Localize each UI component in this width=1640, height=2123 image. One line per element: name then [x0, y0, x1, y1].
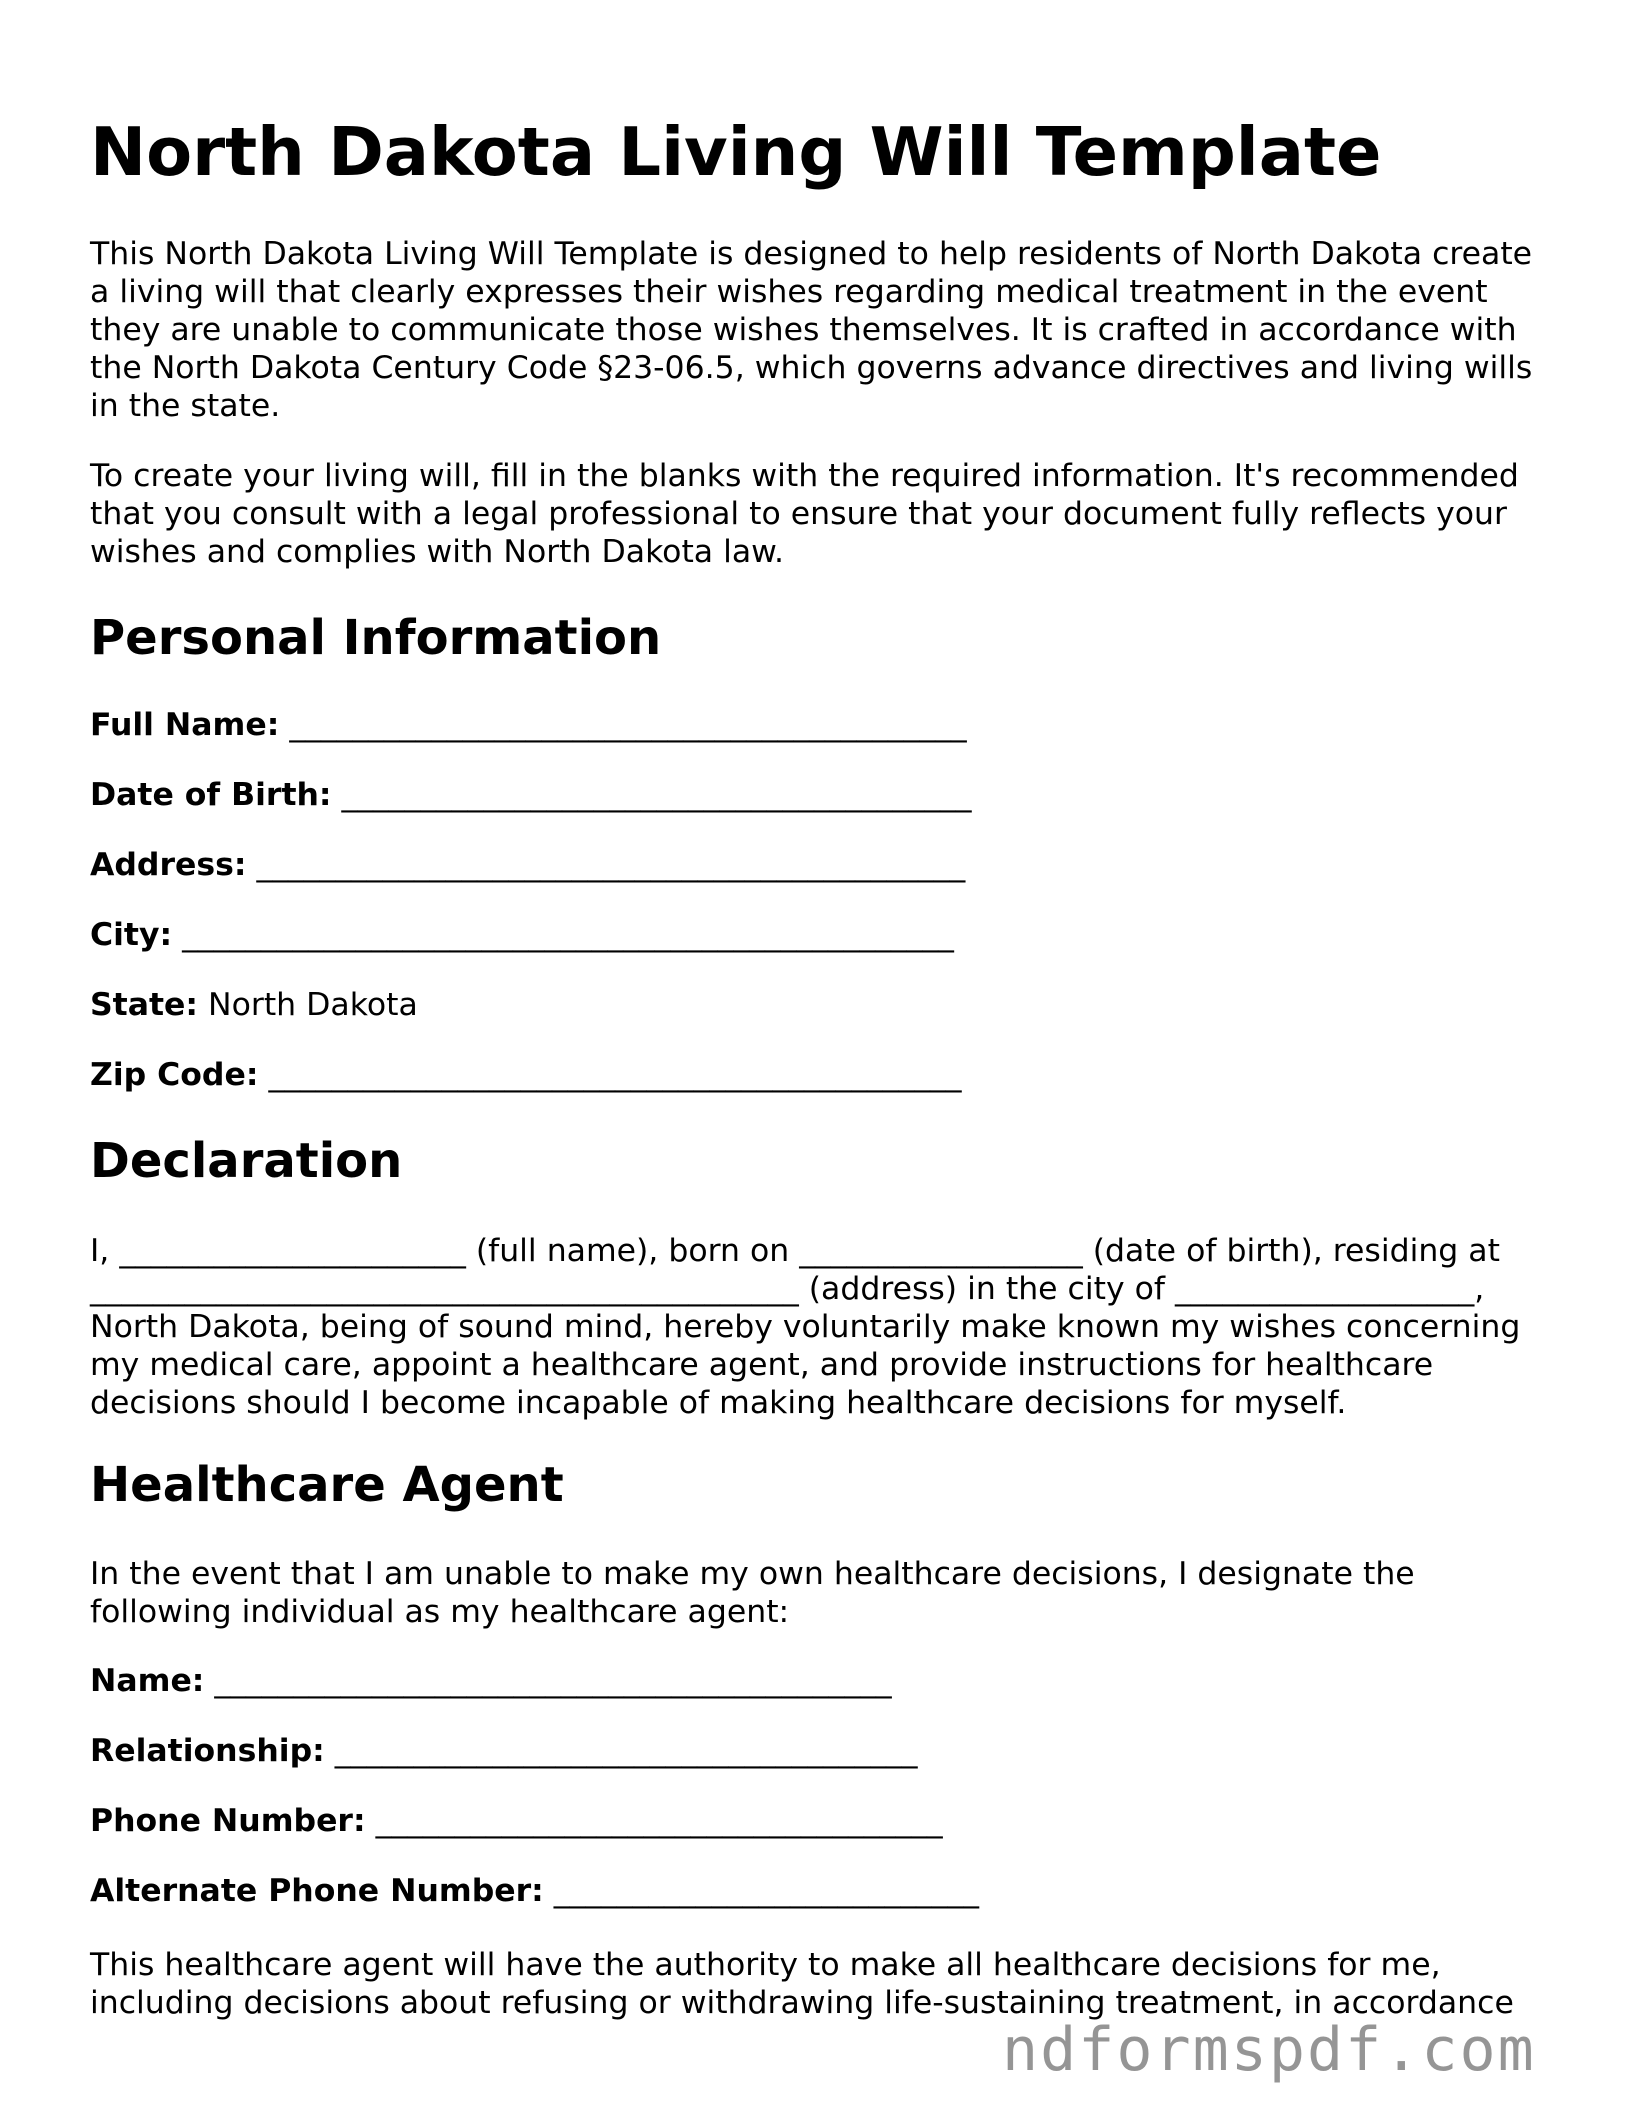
- relationship-blank[interactable]: _____________________________________: [334, 1733, 918, 1769]
- state-field: [90, 986, 418, 1024]
- address-label: Address:: [90, 847, 247, 883]
- agent-intro-line-1: In the event that I am unable to make my own healthcare decisions, I designate the: [90, 1556, 1415, 1592]
- agent-authority-line-1: This healthcare agent will have the authority to make all healthcare decisions for me,: [90, 1947, 1441, 1983]
- declaration-heading: Declaration: [90, 1133, 403, 1189]
- full-name-field: [90, 706, 967, 744]
- date-of-birth-label: Date of Birth:: [90, 777, 332, 813]
- city-label: City:: [90, 917, 173, 953]
- alternate-phone-number-label: Alternate Phone Number:: [90, 1873, 544, 1909]
- zip-code-label: Zip Code:: [90, 1057, 259, 1093]
- state-label: State:: [90, 987, 199, 1023]
- full-name-label: Full Name:: [90, 707, 280, 743]
- phone-number-field: [90, 1802, 943, 1840]
- address-field: [90, 846, 965, 884]
- city-field: [90, 916, 954, 954]
- declaration-line-4: my medical care, appoint a healthcare agent, and provide instructions for healthcare: [90, 1347, 1434, 1383]
- intro-paragraph-2: To create your living will, fill in the blanks with the required information. It's recommended that you consult with a legal professional to ensure that your document fully reflects your wishes and complies with North Dakota law.: [90, 458, 1519, 570]
- healthcare-agent-heading: Healthcare Agent: [90, 1457, 564, 1513]
- date-of-birth-blank[interactable]: ________________________________________: [341, 777, 972, 813]
- declaration-line-5: decisions should I become incapable of making healthcare decisions for myself.: [90, 1385, 1347, 1421]
- agent-intro-line-2: following individual as my healthcare agent:: [90, 1594, 790, 1630]
- declaration-line-2: _____________________________________________ (address) in the city of ___________________,: [90, 1271, 1485, 1307]
- zip-code-blank[interactable]: ____________________________________________: [268, 1057, 962, 1093]
- agent-name-blank[interactable]: ___________________________________________: [214, 1663, 892, 1699]
- relationship-label: Relationship:: [90, 1733, 325, 1769]
- intro-paragraph-1: This North Dakota Living Will Template is designed to help residents of North Dakota create a living will that clearly expresses their wishes regarding medical treatment in the event they are unable to communicate those wishes themselves. It is crafted in accordance with the North Dakota Century Code §23-06.5, which governs advance directives and living wills in the state.: [90, 236, 1533, 424]
- agent-name-label: Name:: [90, 1663, 205, 1699]
- phone-number-label: Phone Number:: [90, 1803, 366, 1839]
- state-value: North Dakota: [208, 987, 418, 1023]
- personal-information-heading: Personal Information: [90, 610, 662, 666]
- relationship-field: [90, 1732, 917, 1770]
- alternate-phone-number-blank[interactable]: ___________________________: [553, 1873, 980, 1909]
- city-blank[interactable]: _________________________________________________: [182, 917, 954, 953]
- agent-authority-line-2: including decisions about refusing or withdrawing life-sustaining treatment, in accordance: [90, 1985, 1514, 2021]
- date-of-birth-field: [90, 776, 972, 814]
- declaration-line-3: North Dakota, being of sound mind, hereby voluntarily make known my wishes concerning: [90, 1309, 1521, 1345]
- full-name-blank[interactable]: ___________________________________________: [289, 707, 967, 743]
- zip-code-field: [90, 1056, 961, 1094]
- declaration-line-1: I, ______________________ (full name), born on __________________ (date of birth), residing at: [90, 1233, 1500, 1269]
- watermark-text: ndformspdf.com: [1002, 2015, 1536, 2085]
- agent-name-field: [90, 1662, 892, 1700]
- phone-number-blank[interactable]: ____________________________________: [375, 1803, 943, 1839]
- address-blank[interactable]: _____________________________________________: [256, 847, 966, 883]
- alternate-phone-number-field: [90, 1872, 979, 1910]
- document-title: North Dakota Living Will Template: [90, 113, 1382, 191]
